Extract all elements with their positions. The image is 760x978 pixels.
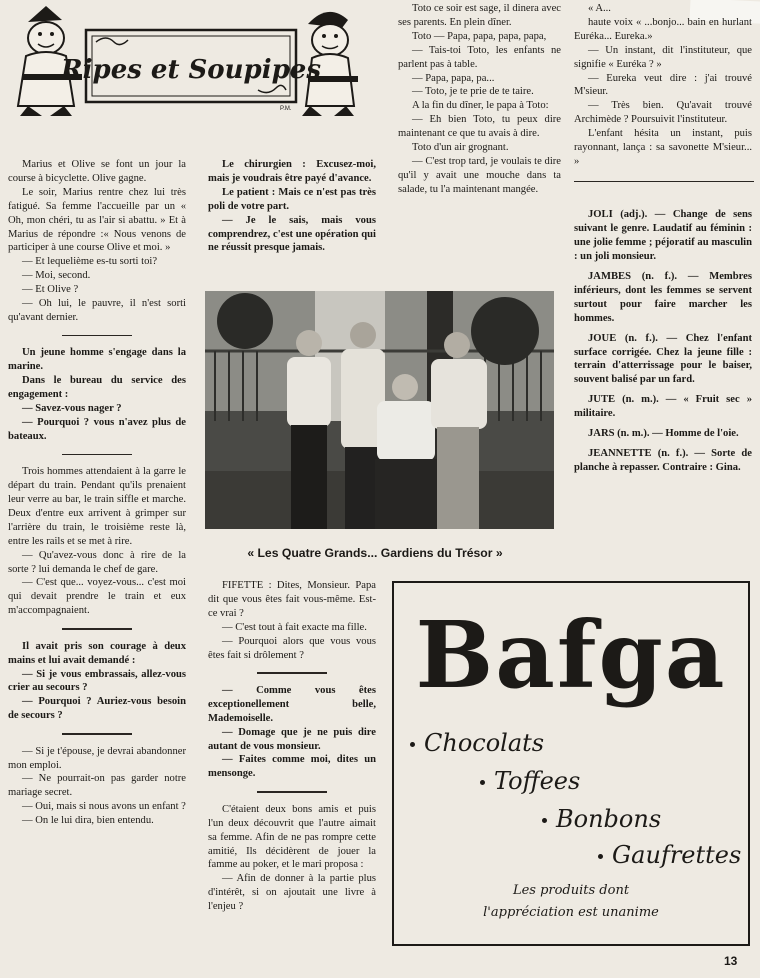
paragraph: A la fin du dîner, le papa à Toto: — [412, 100, 549, 112]
paragraph: — On le lui dira, bien entendu. — [22, 815, 154, 827]
paragraph: « A... — [588, 3, 611, 14]
photo-image — [205, 291, 554, 529]
glossary-entry: JARS (n. m.). — Homme de l'oie. — [588, 428, 739, 440]
paragraph: — Si je t'épouse, je devrai abandonner mon emploi. — [8, 745, 186, 771]
bullet-icon — [598, 854, 603, 859]
paragraph: Toto — Papa, papa, papa, papa, — [412, 30, 547, 42]
story-courage — [8, 640, 186, 723]
story-archimede — [574, 2, 752, 169]
paragraph: — Ne pourrait-on pas garder notre mariage secret. — [8, 773, 186, 799]
separator — [62, 454, 132, 456]
paragraph: Toto ce soir est sage, il dinera avec ses parents. En plein dîner. — [398, 3, 561, 28]
paragraph: Le patient : Mais ce n'est pas très poli de votre part. — [208, 186, 376, 212]
paragraph: Dans le bureau du service des engagement : — [8, 375, 186, 401]
ad-item — [542, 805, 661, 833]
column-2 — [208, 158, 376, 255]
paragraph: C'étaient deux bons amis et puis l'un deux découvrit que l'autre aimait sa femme. Afin de ne pas rompre cette amitié, Ils décidèrent de jouer la famme au poker, et le mari proposa : — [208, 803, 376, 871]
paragraph: haute voix « ...bonjo... bain en hurlant Euréka... Eureka.» — [574, 16, 752, 42]
paragraph: — Eh bien Toto, tu peux dire maintenant ce que tu avais à dire. — [398, 114, 561, 140]
glossary — [574, 208, 752, 474]
glossary-entry: JOUE (n. f.). — Chez l'enfant surface corrigée. Chez la jeune fille : terrain d'atterrissage pour le baiser, souvent balisé par un fard. — [574, 332, 752, 386]
ad-item — [480, 767, 580, 795]
column-4 — [574, 2, 752, 475]
ad-item-label: Gaufrettes — [612, 841, 742, 869]
separator — [257, 791, 327, 793]
paragraph: — Tais-toi Toto, les enfants ne parlent pas à table. — [398, 44, 561, 70]
group-photo — [205, 291, 554, 529]
ad-tagline-2: l'appréciation est unanime — [483, 905, 659, 920]
paragraph: — C'est tout à fait exacte ma fille. — [222, 621, 367, 633]
paragraph: — Oui, mais si nous avons un enfant ? — [22, 801, 186, 813]
photo-caption: « Les Quatre Grands... Gardiens du Trésor » — [247, 546, 503, 560]
paragraph: — Pourquoi alors que vous vous êtes fait si drôlement ? — [208, 635, 376, 661]
paragraph: Un jeune homme s'engage dans la marine. — [8, 347, 186, 373]
paragraph: — Moi, second. — [22, 270, 91, 282]
story-mensonge — [208, 684, 376, 781]
paragraph: — Afin de donner à la partie plus d'intérêt, si on ajoutait une livre à l'enjeu ? — [208, 873, 376, 913]
separator — [257, 672, 327, 674]
paragraph: — Je le sais, mais vous comprendrez, c'est une opération qui ne réussit presque jamais. — [208, 214, 376, 254]
paragraph: Le soir, Marius rentre chez lui très fatigué. Sa femme l'accueille par un « Oh, mon chéri, tu as l'air si abattu. » Et à Marius de répondre :« Nous venons de participer à une course Olive et moi. » — [8, 186, 186, 254]
paragraph: Toto d'un air grognant. — [412, 142, 509, 154]
story-poker — [208, 803, 376, 914]
paragraph: — Savez-vous nager ? — [22, 403, 122, 414]
bullet-icon — [410, 742, 415, 747]
ad-item-label: Bonbons — [556, 805, 662, 833]
paragraph: — Comme vous êtes exceptionellement belle, Mademoiselle. — [208, 684, 376, 724]
paragraph: L'enfant hésita un instant, puis rayonnant, lança : sa savonette M'sieur... » — [574, 128, 752, 167]
paragraph: — Très bien. Qu'avait trouvé Archimède ? Poursuivit l'instituteur. — [574, 100, 752, 126]
header-signature: P.M. — [280, 106, 292, 112]
paragraph: — Pourquoi ? vous n'avez plus de bateaux. — [8, 416, 186, 442]
ad-item — [598, 841, 741, 869]
separator — [62, 733, 132, 735]
bullet-icon — [542, 818, 547, 823]
bafga-advertisement — [392, 581, 750, 946]
glossary-entry: JUTE (n. m.). — « Fruit sec » militaire. — [574, 394, 752, 420]
ad-item — [410, 729, 544, 757]
paragraph: Trois hommes attendaient à la garre le départ du train. Pendant qu'ils prenaient leur verre au bar, le train siffle et marche. Deux d'entre eux arrivent à grimper sur l'arrière du train, le troisième reste là, entre les rails et se met à rire. — [8, 466, 186, 547]
separator — [62, 335, 132, 337]
column-5 — [208, 579, 376, 914]
page-number: 13 — [724, 954, 738, 968]
story-bicycle — [8, 158, 186, 325]
ad-item-label: Chocolats — [424, 729, 545, 757]
story-marine — [8, 346, 186, 443]
story-fifette — [208, 579, 376, 662]
paragraph: — Et Olive ? — [22, 284, 79, 296]
paragraph: Il avait pris son courage à deux mains et lui avait demandé : — [8, 640, 186, 666]
paragraph: Le chirurgien : Excusez-moi, mais je voudrais être payé d'avance. — [208, 159, 376, 184]
separator — [574, 181, 754, 183]
column-1 — [8, 158, 186, 828]
header-title: Ripes et Soupipes — [61, 55, 321, 85]
column-3 — [398, 2, 561, 197]
ad-tagline-1: Les produits dont — [512, 883, 630, 898]
glossary-entry: JOLI (adj.). — Change de sens suivant le genre. Laudatif au féminin : une jolie femme ; péjoratif au masculin : un joli monsieur. — [574, 209, 752, 263]
paragraph: — Oh lui, le pauvre, il n'est sorti qu'avant dernier. — [8, 298, 186, 323]
story-secret-marriage — [8, 745, 186, 828]
paragraph: — Eureka veut dire : j'ai trouvé M'sieur. — [574, 72, 752, 98]
paragraph: — Qu'avez-vous donc à rire de la sorte ? lui demanda le chef de gare. — [8, 549, 186, 575]
paragraph: — Pourquoi ? Auriez-vous besoin de secours ? — [8, 696, 186, 722]
bullet-icon — [480, 780, 485, 785]
separator — [62, 628, 132, 630]
glossary-entry: JAMBES (n. f.). — Membres inférieurs, dont les femmes se servent surtout pour faire marcher les hommes. — [574, 271, 752, 324]
glossary-entry: JEANNETTE (n. f.). — Sorte de planche à repasser. Contraire : Gina. — [574, 447, 752, 473]
story-train — [8, 465, 186, 618]
paragraph: — Domage que je ne puis dire autant de vous monsieur. — [208, 726, 376, 752]
paragraph: — C'est trop tard, je voulais te dire qu'il y avait une mouche dans ta salade, tu l'a maintenant mangée. — [398, 155, 561, 195]
paragraph: — C'est que... voyez-vous... c'est moi qui devait prendre le train et eux m'accompagnaient. — [8, 577, 186, 617]
paragraph: FIFETTE : Dites, Monsieur. Papa dit que vous êtes fait vous-même. Est-ce vrai ? — [208, 580, 376, 619]
paragraph: — Faites comme moi, dites un mensonge. — [208, 754, 376, 780]
ad-item-label: Toffees — [494, 767, 581, 795]
paragraph: — Un instant, dit l'instituteur, que signifie « Euréka ? » — [574, 44, 752, 70]
paragraph: — Toto, je te prie de te taire. — [412, 86, 534, 98]
paragraph: — Et lequelième es-tu sorti toi? — [22, 256, 158, 268]
ad-brand: Bafga — [415, 601, 727, 709]
paragraph: — Si je vous embrassais, allez-vous crier au secours ? — [8, 668, 186, 694]
paragraph: — Papa, papa, pa... — [412, 72, 495, 84]
paragraph: Marius et Olive se font un jour la course à bicyclette. Olive gagne. — [8, 159, 186, 184]
header-illustration — [8, 4, 368, 124]
